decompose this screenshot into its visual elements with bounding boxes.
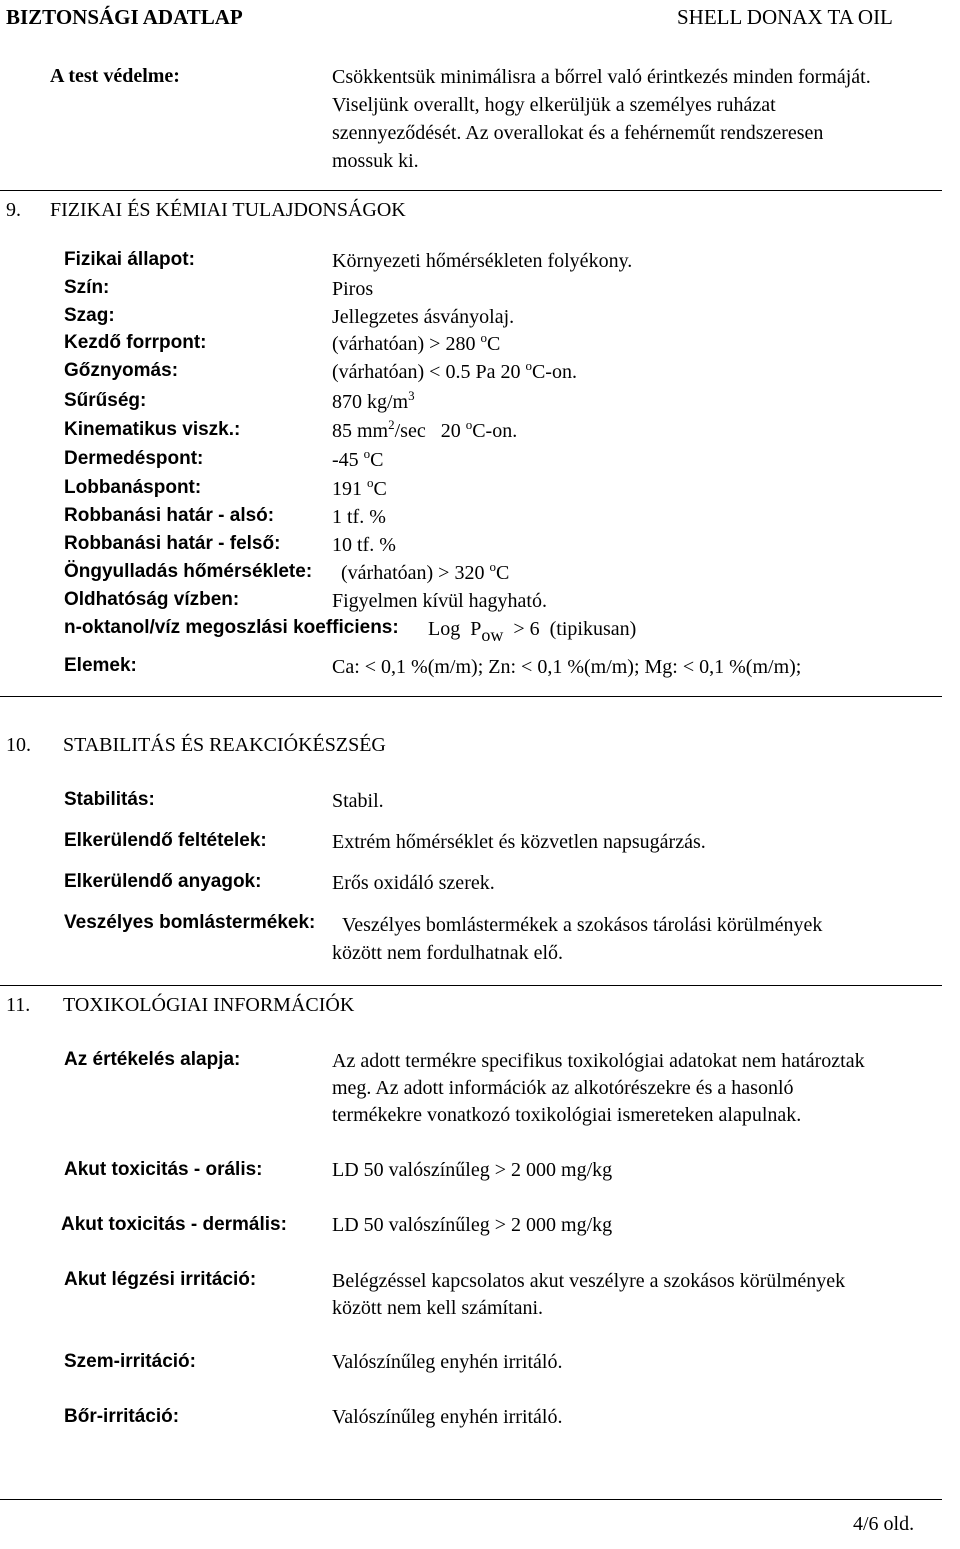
basis-label: Az értékelés alapja: (64, 1049, 241, 1070)
section-10-number: 10. (6, 734, 31, 756)
skin-irritation-label: Bőr-irritáció: (64, 1406, 180, 1427)
section-11-number: 11. (6, 994, 31, 1016)
elements-value: Ca: < 0,1 %(m/m); Zn: < 0,1 %(m/m); Mg: < 0,1 %(m/m); (332, 656, 802, 678)
page-number: 4/6 old. (853, 1513, 915, 1535)
partition-value: Log $P_{ow} > 6$ (tipikusan) (428, 618, 637, 645)
section-11-title: TOXIKOLÓGIAI INFORMÁCIÓK (63, 994, 355, 1016)
dermal-toxicity-value: LD 50 valószínűleg > 2 000 mg/kg (332, 1214, 613, 1236)
pour-point-label: Dermedéspont: (64, 448, 204, 469)
text-line: Veszélyes bomlástermékek a szokásos tárolási körülmények (342, 914, 823, 936)
vapour-pressure-value: (várhatóan) < 0.5 Pa 20 $^o$C-on. (332, 358, 577, 383)
autoignition-value: (várhatóan) > 320 $^o$C (341, 559, 510, 584)
dermal-toxicity-label: Akut toxicitás - dermális: (61, 1214, 287, 1235)
boiling-point-value: (várhatóan) > 280 $^o$C (332, 330, 501, 355)
viscosity-label: Kinematikus viszk.: (64, 419, 241, 440)
density-value: 870 $kg/m^3$ (332, 388, 415, 413)
decomposition-text (332, 911, 823, 967)
section-divider (0, 985, 942, 986)
text-line: között nem kell számítani. (332, 1297, 544, 1319)
stability-label: Stabilitás: (64, 789, 155, 810)
stability-value: Stabil. (332, 790, 384, 812)
upper-limit-value: 10 tf. % (332, 534, 396, 556)
text-line: Csökkentsük minimálisra a bőrrel való érintkezés minden formáját. (332, 66, 871, 88)
text-line: Belégzéssel kapcsolatos akut veszélyre a szokásos körülmények (332, 1270, 846, 1292)
body-protection-text (332, 63, 871, 175)
solubility-value: Figyelmen kívül hagyható. (332, 590, 547, 612)
materials-label: Elkerülendő anyagok: (64, 871, 262, 892)
document-title: BIZTONSÁGI ADATLAP (6, 5, 243, 29)
section-9-title: FIZIKAI ÉS KÉMIAI TULAJDONSÁGOK (50, 199, 406, 221)
flash-point-label: Lobbanáspont: (64, 477, 202, 498)
body-protection-label: A test védelme: (50, 65, 180, 87)
inhalation-text (332, 1268, 845, 1322)
product-name: SHELL DONAX TA OIL (677, 5, 893, 29)
text-line: mossuk ki. (332, 150, 419, 172)
materials-value: Erős oxidáló szerek. (332, 872, 495, 894)
section-divider (0, 696, 942, 697)
viscosity-value: 85 $mm^2/\sec$ 20 $^o$C-on. (332, 417, 518, 442)
text-line: Viseljünk overallt, hogy elkerüljük a személyes ruházat (332, 94, 776, 116)
partition-label: n-oktanol/víz megoszlási koefficiens: (64, 617, 399, 638)
elements-label: Elemek: (64, 655, 137, 676)
lower-limit-value: 1 tf. % (332, 506, 386, 528)
section-divider (0, 190, 942, 191)
section-9-number: 9. (6, 199, 21, 221)
text-line: termékekre vonatkozó toxikológiai ismereteken alapulnak. (332, 1104, 802, 1126)
physical-state-label: Fizikai állapot: (64, 249, 195, 270)
conditions-label: Elkerülendő feltételek: (64, 830, 267, 851)
eye-irritation-value: Valószínűleg enyhén irritáló. (332, 1351, 563, 1373)
flash-point-value: 191 $^o$C (332, 475, 387, 500)
skin-irritation-value: Valószínűleg enyhén irritáló. (332, 1406, 563, 1428)
footer-divider (0, 1499, 942, 1500)
text-line: között nem fordulhatnak elő. (332, 942, 564, 964)
inhalation-label: Akut légzési irritáció: (64, 1269, 257, 1290)
vapour-pressure-label: Gőznyomás: (64, 360, 179, 381)
odor-label: Szag: (64, 305, 115, 326)
boiling-point-label: Kezdő forrpont: (64, 332, 207, 353)
conditions-value: Extrém hőmérséklet és közvetlen napsugárzás. (332, 831, 706, 853)
autoignition-label: Öngyulladás hőmérséklete: (64, 561, 313, 582)
odor-value: Jellegzetes ásványolaj. (332, 306, 515, 328)
text-line: meg. Az adott információk az alkotórészekre és a hasonló (332, 1077, 794, 1099)
oral-toxicity-label: Akut toxicitás - orális: (64, 1159, 263, 1180)
text-line: Az adott termékre specifikus toxikológiai adatokat nem határoztak (332, 1050, 865, 1072)
section-10-title: STABILITÁS ÉS REAKCIÓKÉSZSÉG (63, 734, 386, 756)
lower-limit-label: Robbanási határ - alsó: (64, 505, 275, 526)
text-line: szennyeződését. Az overallokat és a fehérneműt rendszeresen (332, 122, 824, 144)
pour-point-value: -45 $^o$C (332, 446, 384, 471)
oral-toxicity-value: LD 50 valószínűleg > 2 000 mg/kg (332, 1159, 613, 1181)
solubility-label: Oldhatóság vízben: (64, 589, 240, 610)
upper-limit-label: Robbanási határ - felső: (64, 533, 281, 554)
color-value: Piros (332, 278, 374, 300)
physical-state-value: Környezeti hőmérsékleten folyékony. (332, 250, 633, 272)
color-label: Szín: (64, 277, 110, 298)
decomposition-label: Veszélyes bomlástermékek: (64, 912, 316, 933)
basis-text (332, 1048, 865, 1129)
density-label: Sűrűség: (64, 390, 147, 411)
eye-irritation-label: Szem-irritáció: (64, 1351, 196, 1372)
